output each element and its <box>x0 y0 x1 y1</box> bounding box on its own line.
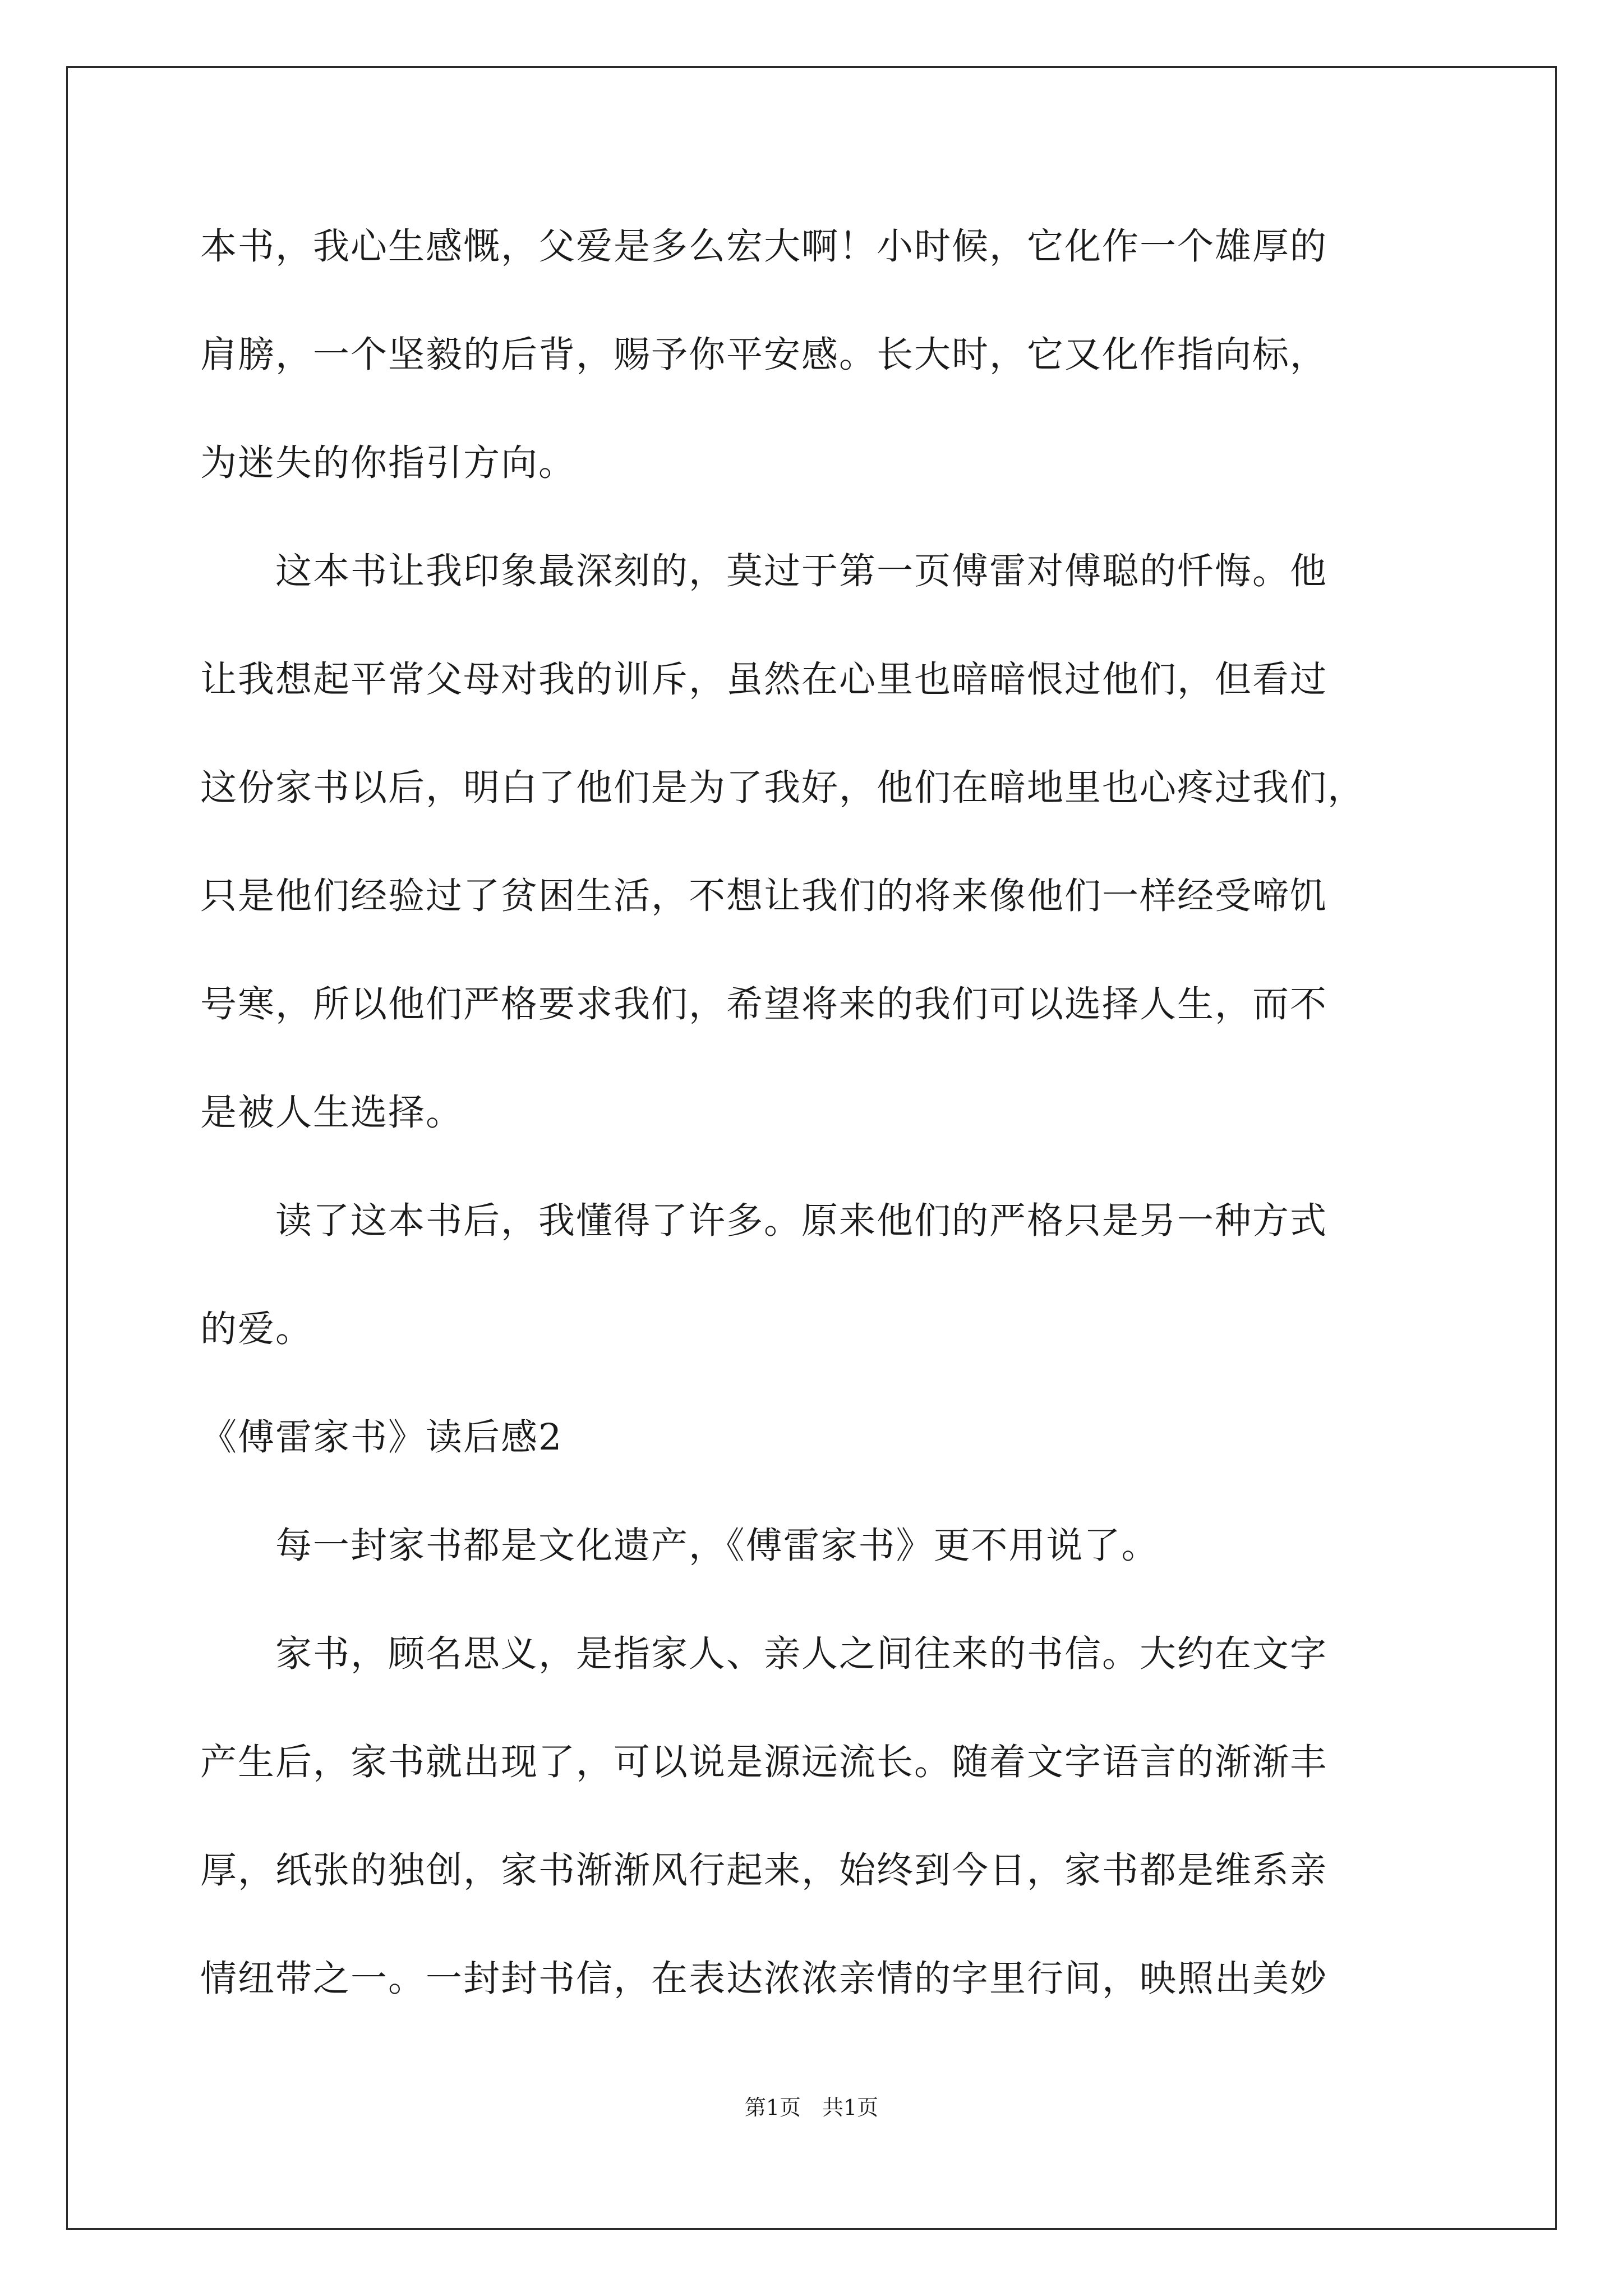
body-line-9: 是被人生选择。 <box>200 1092 464 1134</box>
document-body <box>200 220 1434 2005</box>
body-line-15: 产生后，家书就出现了，可以说是源远流长。随着文字语言的渐渐丰 <box>200 1741 1328 1783</box>
body-line-4: 这本书让我印象最深刻的，莫过于第一页傅雷对傅聪的忏悔。他 <box>200 550 1328 592</box>
section-heading: 《傅雷家书》读后感2 <box>200 1416 563 1458</box>
body-line-5: 让我想起平常父母对我的训斥，虽然在心里也暗暗恨过他们，但看过 <box>200 659 1328 701</box>
page-footer: 第1页 共1页 <box>744 2095 879 2120</box>
body-line-10: 读了这本书后，我懂得了许多。原来他们的严格只是另一种方式 <box>200 1200 1328 1242</box>
body-line-2: 肩膀，一个坚毅的后背，赐予你平安感。长大时，它又化作指向标， <box>200 334 1328 376</box>
body-line-6: 这份家书以后，明白了他们是为了我好，他们在暗地里也心疼过我们， <box>200 767 1366 809</box>
body-line-8: 号寒，所以他们严格要求我们，希望将来的我们可以选择人生，而不 <box>200 983 1328 1025</box>
body-line-16: 厚，纸张的独创，家书渐渐风行起来，始终到今日，家书都是维系亲 <box>200 1849 1328 1892</box>
body-line-11: 的爱。 <box>200 1308 313 1350</box>
body-line-3: 为迷失的你指引方向。 <box>200 442 577 484</box>
body-line-17: 情纽带之一。一封封书信，在表达浓浓亲情的字里行间，映照出美妙 <box>200 1958 1328 2000</box>
body-line-13: 每一封家书都是文化遗产，《傅雷家书》更不用说了。 <box>200 1525 1159 1567</box>
body-line-14: 家书，顾名思义，是指家人、亲人之间往来的书信。大约在文字 <box>200 1633 1328 1675</box>
body-line-1: 本书，我心生感慨，父爱是多么宏大啊！小时候，它化作一个雄厚的 <box>200 226 1328 268</box>
body-line-7: 只是他们经验过了贫困生活，不想让我们的将来像他们一样经受啼饥 <box>200 875 1328 917</box>
